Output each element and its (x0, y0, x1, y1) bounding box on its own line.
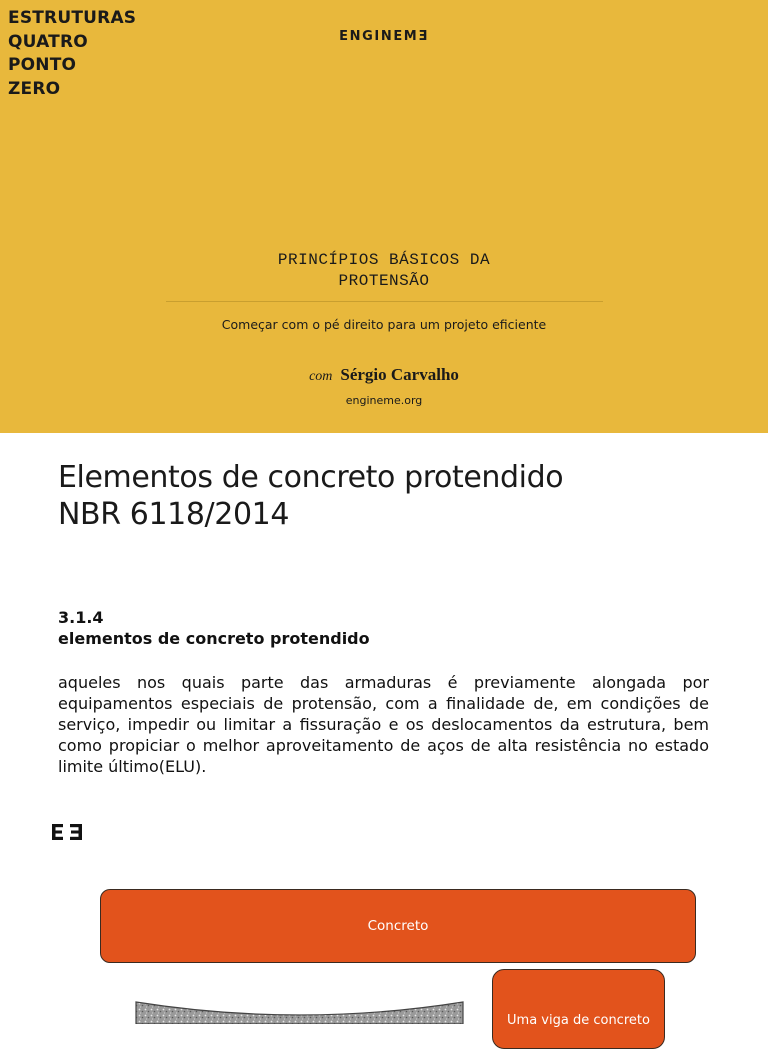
definition-text: aqueles nos quais parte das armaduras é previamente alongada por equipamentos especiais de protensão, com a finalidade de, em condições de serviço, impedir ou limitar a fissuração e os deslocamentos da estrutura, bem como propiciar o melhor aproveitamento de aços de alta resistência no estado limite último(ELU). (58, 673, 709, 776)
course-subtitle: Começar com o pé direito para um projeto eficiente (221, 317, 547, 332)
concrete-beam-illustration (120, 990, 480, 1024)
series-title-line: PONTO (8, 55, 77, 75)
section-term: elementos de concreto protendido (58, 629, 370, 648)
concreto-box (100, 889, 696, 963)
series-title (8, 7, 136, 101)
author-name: Sérgio Carvalho (340, 365, 459, 384)
course-title (0, 250, 768, 292)
page-title-line: Elementos de concreto protendido (58, 460, 564, 495)
author-prefix: com (309, 369, 333, 384)
course-title-line: PROTENSÃO (338, 272, 430, 290)
course-title-line: PRINCÍPIOS BÁSICOS DA (277, 251, 491, 269)
divider (166, 301, 603, 302)
page-title (58, 459, 563, 533)
section-number: 3.1.4 (58, 608, 104, 627)
brand-logo-text: ENGINEMƎ (339, 29, 429, 44)
engineme-ee-logo-icon (51, 823, 83, 841)
site-link[interactable]: engineme.org (345, 394, 423, 407)
series-title-line: ZERO (8, 78, 61, 99)
page-title-line: NBR 6118/2014 (58, 497, 290, 532)
series-title-line: ESTRUTURAS (8, 8, 137, 28)
author-line (0, 365, 768, 385)
series-title-line: QUATRO (8, 31, 88, 52)
cover-banner (0, 0, 768, 433)
viga-box (492, 969, 665, 1049)
viga-label: Uma viga de concreto (507, 1013, 650, 1028)
concreto-label: Concreto (367, 918, 429, 934)
